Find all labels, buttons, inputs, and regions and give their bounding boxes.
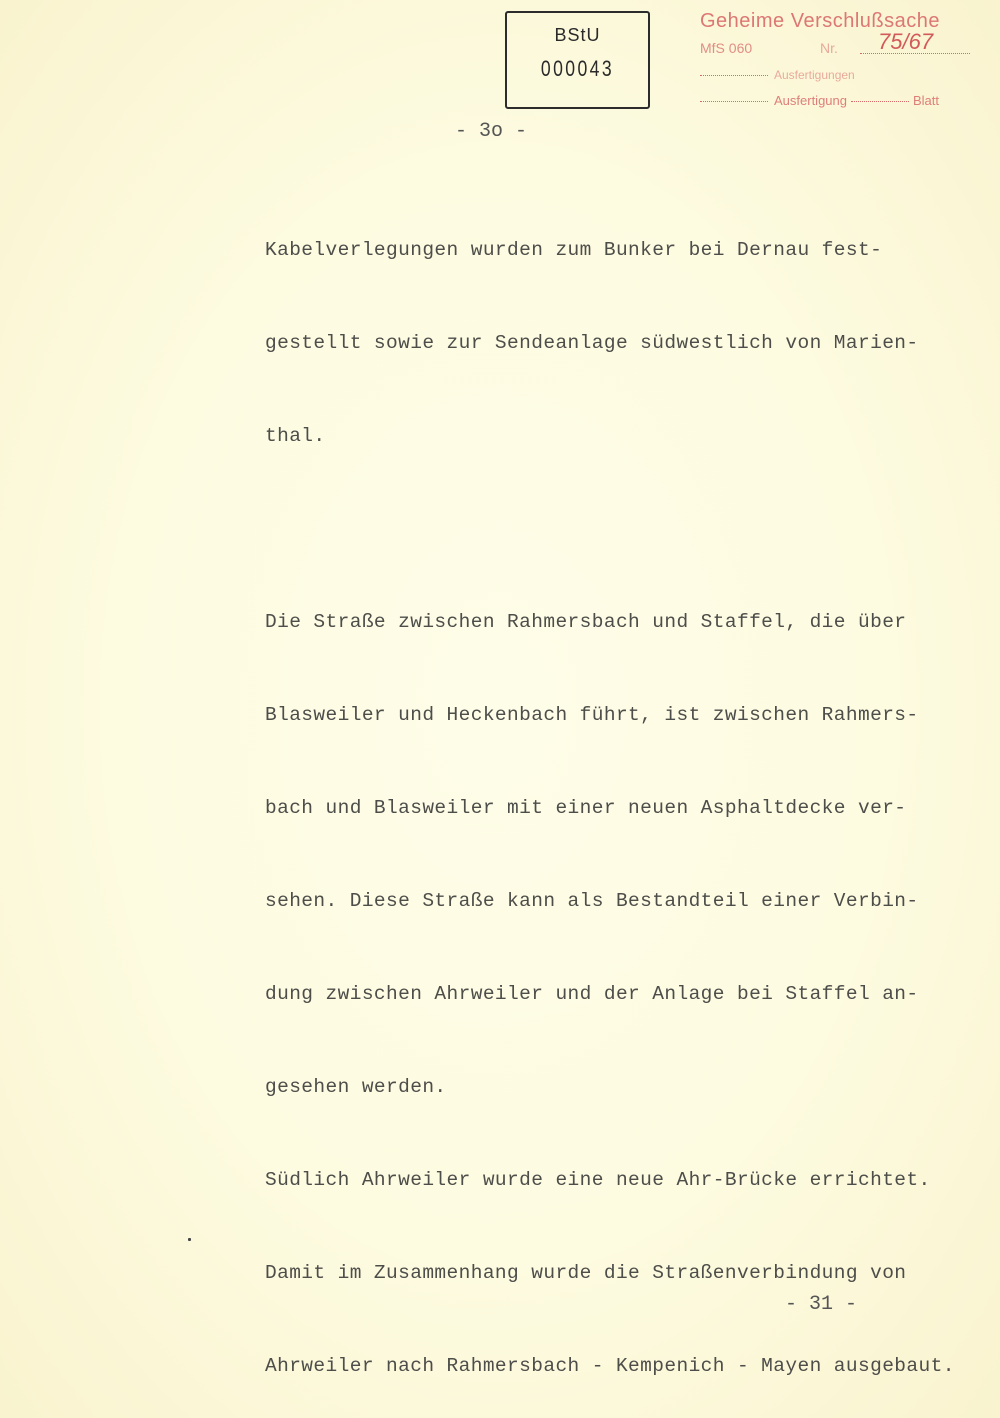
ink-speck <box>188 1238 191 1241</box>
classification-title: Geheime Verschlußsache <box>700 10 941 32</box>
text-line: gestellt sowie zur Sendeanlage südwestlich von Marien- <box>265 332 919 354</box>
copies-label: Ausfertigungen <box>774 68 855 82</box>
copy-label: Ausfertigung <box>774 93 847 108</box>
nr-label: Nr. <box>820 40 838 56</box>
copies-row <box>700 61 980 87</box>
copy-blank <box>700 101 768 102</box>
page-number-bottom: - 31 - <box>785 1293 858 1316</box>
archive-page-number: 000043 <box>540 56 615 81</box>
paragraph-gap <box>265 514 985 545</box>
text-line: sehen. Diese Straße kann als Bestandteil einer Verbin- <box>265 890 919 912</box>
text-line: Ahrweiler nach Rahmersbach - Kempenich - Mayen ausgebaut. <box>265 1355 955 1377</box>
text-line: gesehen werden. <box>265 1076 447 1098</box>
text-line: Damit im Zusammenhang wurde die Straßenverbindung von <box>265 1262 907 1284</box>
registration-row <box>700 29 980 61</box>
text-line: Blasweiler und Heckenbach führt, ist zwischen Rahmers- <box>265 704 919 726</box>
sheet-blank <box>851 101 909 102</box>
text-line: Die Straße zwischen Rahmersbach und Staffel, die über <box>265 611 907 633</box>
sheet-label: Blatt <box>913 93 940 108</box>
text-line: dung zwischen Ahrweiler und der Anlage bei Staffel an- <box>265 983 919 1005</box>
page-number-top: - 3o - <box>455 120 528 143</box>
office-code: MfS 060 <box>700 40 753 56</box>
classification-stamp <box>700 10 980 113</box>
text-line: Kabelverlegungen wurden zum Bunker bei Dernau fest- <box>265 239 883 261</box>
text-line: bach und Blasweiler mit einer neuen Asphaltdecke ver- <box>265 797 907 819</box>
text-line: Südlich Ahrweiler wurde eine neue Ahr-Brücke errichtet. <box>265 1169 931 1191</box>
copy-sheet-row <box>700 87 980 113</box>
archive-agency: BStU <box>554 25 601 45</box>
registration-number: 75/67 <box>878 29 934 54</box>
archive-stamp <box>505 11 650 109</box>
copies-blank <box>700 75 768 76</box>
document-body <box>265 173 985 1413</box>
text-line: thal. <box>265 425 326 447</box>
